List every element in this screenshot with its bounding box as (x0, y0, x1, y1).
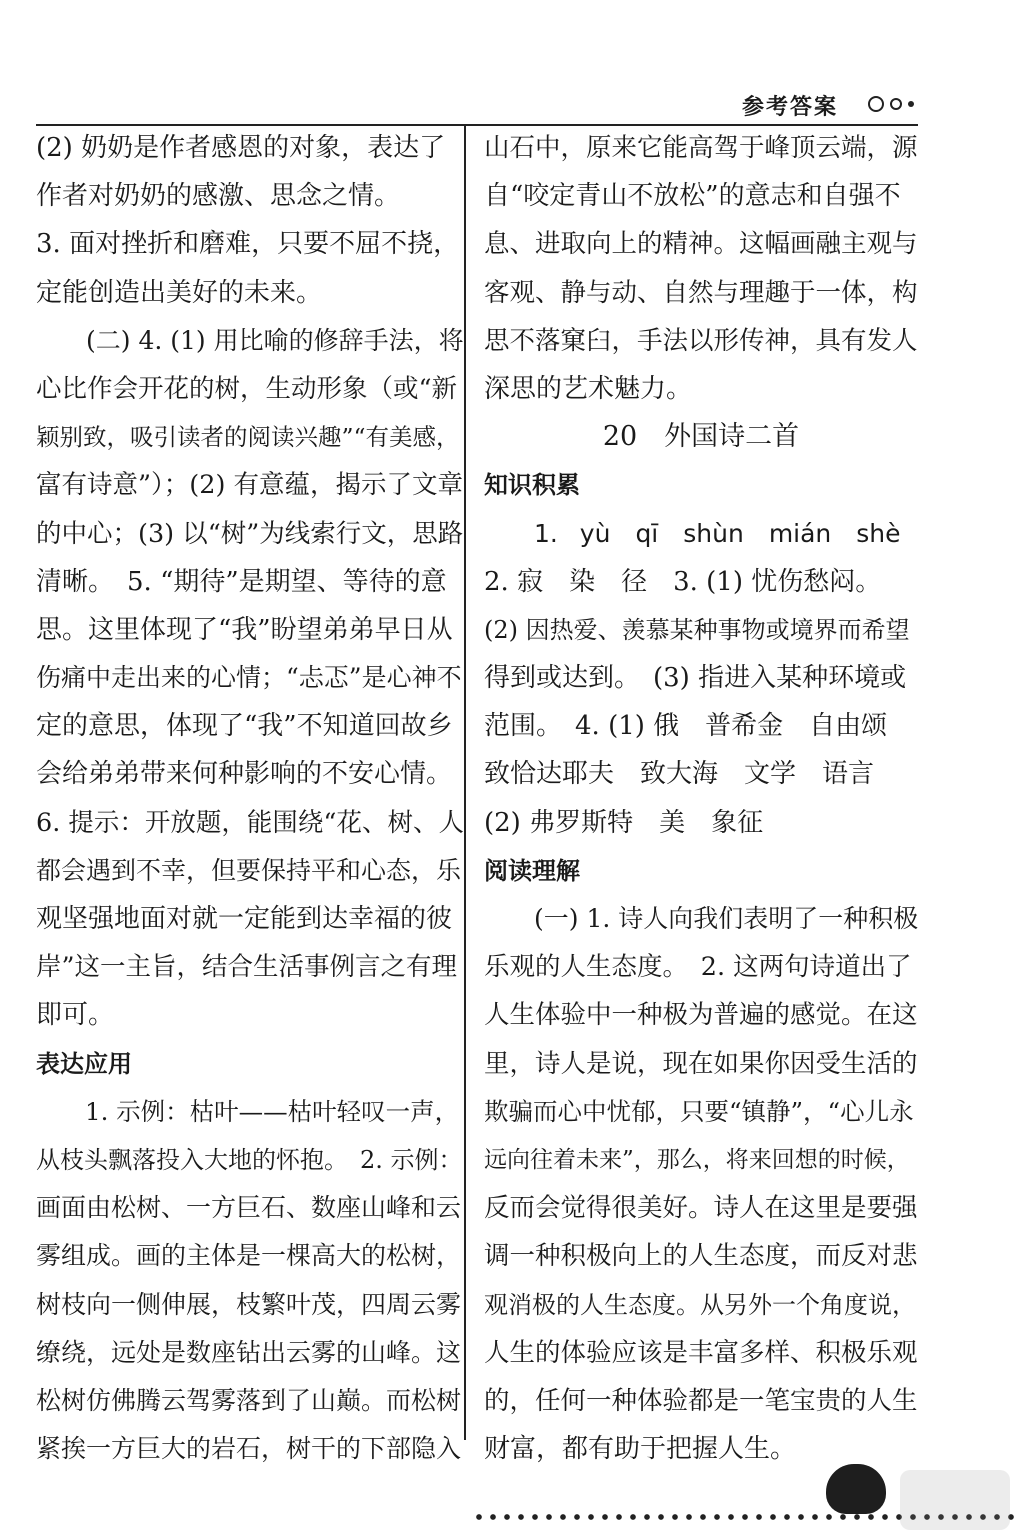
header-decoration (868, 96, 914, 112)
text-line: 深思的艺术魅力。 (484, 373, 693, 404)
text-line: 息、进取向上的精神。这幅画融主观与 (484, 229, 918, 260)
left-column (36, 124, 464, 1473)
text-line: 作者对奶奶的感激、思念之情。 (36, 181, 401, 212)
text-line: 紧挨一方巨大的岩石，树干的下部隐入 (36, 1434, 462, 1464)
text-line: 自“咬定青山不放松”的意志和自强不 (484, 181, 901, 212)
text-line: 会给弟弟带来何种影响的不安心情。 (36, 759, 453, 790)
text-line: 3. 面对挫折和磨难，只要不屈不挠， (36, 229, 460, 260)
text-line: 2. 寂 染 径 3. (1) 忧伤愁闷。 (484, 566, 882, 597)
circle-icon (890, 98, 902, 110)
section-heading: 阅读理解 (484, 856, 580, 885)
text-line: 欺骗而心中忧郁，只要“镇静”，“心儿永 (484, 1096, 914, 1126)
text-line: 从枝头飘落投入大地的怀抱。 2. 示例： (36, 1145, 463, 1174)
text-line: 思。这里体现了“我”盼望弟弟早日从 (36, 614, 453, 645)
text-line: 心比作会开花的树，生动形象（或“新 (36, 373, 458, 404)
text-line: 致恰达耶夫 致大海 文学 语言 (484, 759, 875, 790)
text-line: 的，任何一种体验都是一笔宝贵的人生 (484, 1385, 918, 1416)
text-line: 的中心；(3) 以“树”为线索行文，思路 (36, 518, 464, 549)
text-line: 定的意思，体现了“我”不知道回故乡 (36, 711, 453, 742)
text-line: 得到或达到。 (3) 指进入某种环境或 (484, 663, 907, 694)
text-line: 人生的体验应该是丰富多样、积极乐观 (484, 1337, 918, 1368)
chapter-title: 20 外国诗二首 (602, 421, 800, 453)
text-line: 1. 示例：枯叶——枯叶轻叹一声， (36, 1096, 460, 1126)
text-line: 调一种积极向上的人生态度，而反对悲 (484, 1241, 918, 1272)
text-line: (2) 奶奶是作者感恩的对象，表达了 (36, 133, 446, 163)
text-line: 思不落窠臼，手法以形传神，具有发人 (484, 325, 918, 356)
pinyin-line: 1. yù qī shùn mián shè (484, 518, 901, 548)
text-line: 财富，都有助于把握人生。 (484, 1434, 797, 1465)
text-line: 清晰。 5. “期待”是期望、等待的意 (36, 566, 447, 597)
text-line: (一) 1. 诗人向我们表明了一种积极 (484, 904, 918, 933)
right-column (484, 124, 918, 1473)
header-title: 参考答案 (741, 95, 838, 120)
text-line: 缭绕，远处是数座钻出云雾的山峰。这 (36, 1337, 462, 1367)
text-line: 颖别致，吸引读者的阅读兴趣”“有美感， (36, 423, 460, 452)
text-line: 里，诗人是说，现在如果你因受生活的 (484, 1048, 918, 1079)
dot-icon (908, 101, 914, 107)
text-line: 即可。 (36, 1000, 115, 1031)
text-line: 定能创造出美好的未来。 (36, 277, 323, 308)
text-line: 画面由松树、一方巨石、数座山峰和云 (36, 1193, 462, 1223)
text-line: 雾组成。画的主体是一棵高大的松树， (36, 1241, 462, 1271)
text-line: (2) 因热爱、羡慕某种事物或境界而希望 (484, 615, 910, 644)
page-number-badge (826, 1464, 886, 1514)
text-line: 客观、静与动、自然与理趣于一体，构 (484, 277, 918, 308)
text-line: 富有诗意”）；(2) 有意蕴，揭示了文章 (36, 470, 464, 501)
text-line: 都会遇到不幸，但要保持平和心态，乐 (36, 855, 462, 885)
text-line: 反而会觉得很美好。诗人在这里是要强 (484, 1193, 918, 1224)
text-line: 观消极的人生态度。从另外一个角度说， (484, 1290, 916, 1319)
text-line: (二) 4. (1) 用比喻的修辞手法，将 (36, 325, 464, 355)
section-heading: 知识积累 (484, 471, 580, 500)
text-line: 远向往着未来”，那么，将来回想的时候， (484, 1146, 910, 1173)
text-line: 乐观的人生态度。 2. 这两句诗道出了 (484, 952, 912, 983)
text-line: (2) 弗罗斯特 美 象征 (484, 807, 764, 838)
text-line: 人生体验中一种极为普遍的感觉。在这 (484, 1000, 918, 1031)
text-line: 松树仿佛腾云驾雾落到了山巅。而松树 (36, 1385, 462, 1415)
text-line: 树枝向一侧伸展，枝繁叶茂，四周云雾 (36, 1289, 462, 1319)
page-header (36, 84, 918, 126)
text-line: 观坚强地面对就一定能到达幸福的彼 (36, 904, 453, 934)
column-divider (464, 124, 466, 1440)
text-line: 伤痛中走出来的心情；“忐忑”是心神不 (36, 663, 462, 693)
text-line: 岸”这一主旨，结合生活事例言之有理 (36, 952, 458, 983)
text-line: 范围。 4. (1) 俄 普希金 自由颂 (484, 711, 888, 742)
text-line: 山石中，原来它能高驾于峰顶云端，源 (484, 133, 918, 163)
circle-icon (868, 96, 884, 112)
watermark-logo (900, 1470, 1010, 1530)
section-heading: 表达应用 (36, 1049, 132, 1078)
text-line: 6. 提示：开放题，能围绕“花、树、人 (36, 807, 464, 838)
